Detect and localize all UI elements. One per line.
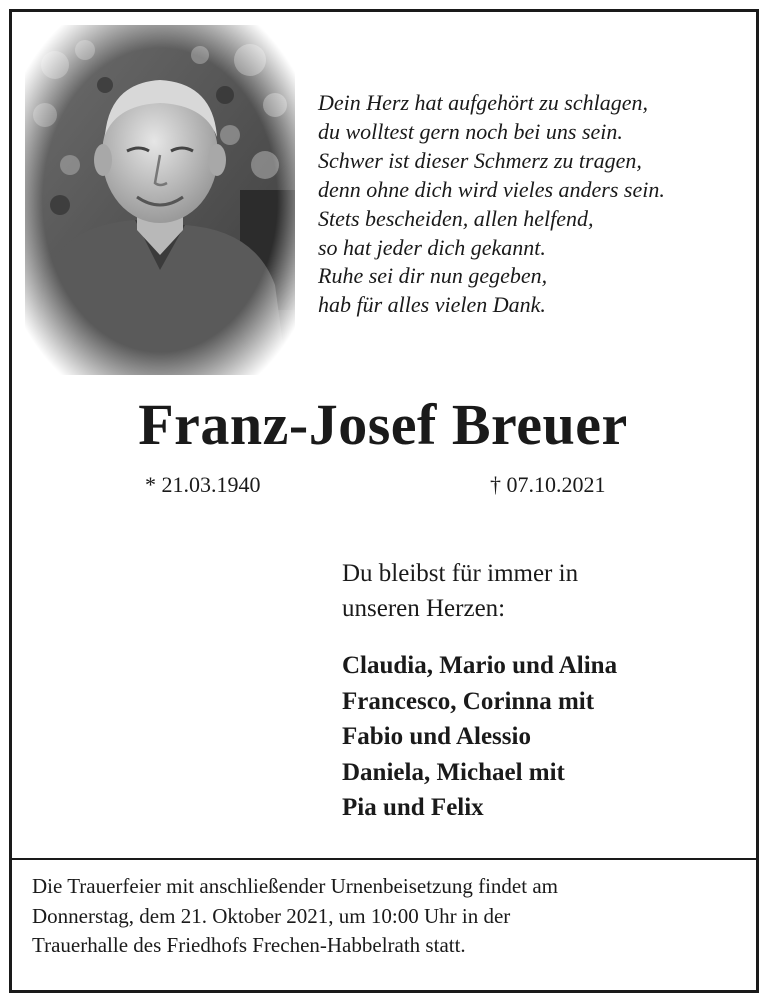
poem-line: Ruhe sei dir nun gegeben,	[318, 263, 548, 289]
death-date: † 07.10.2021	[490, 472, 606, 497]
family-line: Francesco, Corinna mit	[342, 687, 595, 715]
remembrance-text	[342, 556, 578, 626]
section-divider	[12, 858, 756, 860]
memorial-poem	[318, 89, 748, 320]
birth-date: * 21.03.1940	[145, 472, 261, 497]
poem-line: denn ohne dich wird vieles anders sein.	[318, 176, 665, 202]
deceased-name: Franz-Josef Breuer	[138, 392, 628, 457]
poem-line: Dein Herz hat aufgehört zu schlagen,	[318, 90, 648, 115]
poem-line: hab für alles vielen Dank.	[318, 292, 546, 318]
remembrance-line: Du bleibst für immer in	[342, 560, 579, 587]
family-signatures	[342, 648, 617, 826]
family-line: Claudia, Mario und Alina	[342, 652, 618, 679]
remembrance-line: unseren Herzen:	[342, 595, 506, 622]
poem-line: Stets bescheiden, allen helfend,	[318, 205, 594, 231]
portrait-photo	[25, 25, 295, 375]
poem-line: Schwer ist dieser Schmerz zu tragen,	[318, 147, 642, 173]
family-line: Fabio und Alessio	[342, 723, 531, 750]
poem-line: du wolltest gern noch bei uns sein.	[318, 118, 623, 144]
family-line: Daniela, Michael mit	[342, 758, 565, 786]
notice-line: Donnerstag, dem 21. Oktober 2021, um 10:00 Uhr in der	[32, 903, 511, 928]
funeral-notice	[32, 872, 742, 961]
notice-line: Die Trauerfeier mit anschließender Urnenbeisetzung findet am	[32, 874, 558, 898]
family-line: Pia und Felix	[342, 794, 484, 821]
notice-line: Trauerhalle des Friedhofs Frechen-Habbelrath statt.	[32, 933, 466, 957]
poem-line: so hat jeder dich gekannt.	[318, 234, 546, 260]
